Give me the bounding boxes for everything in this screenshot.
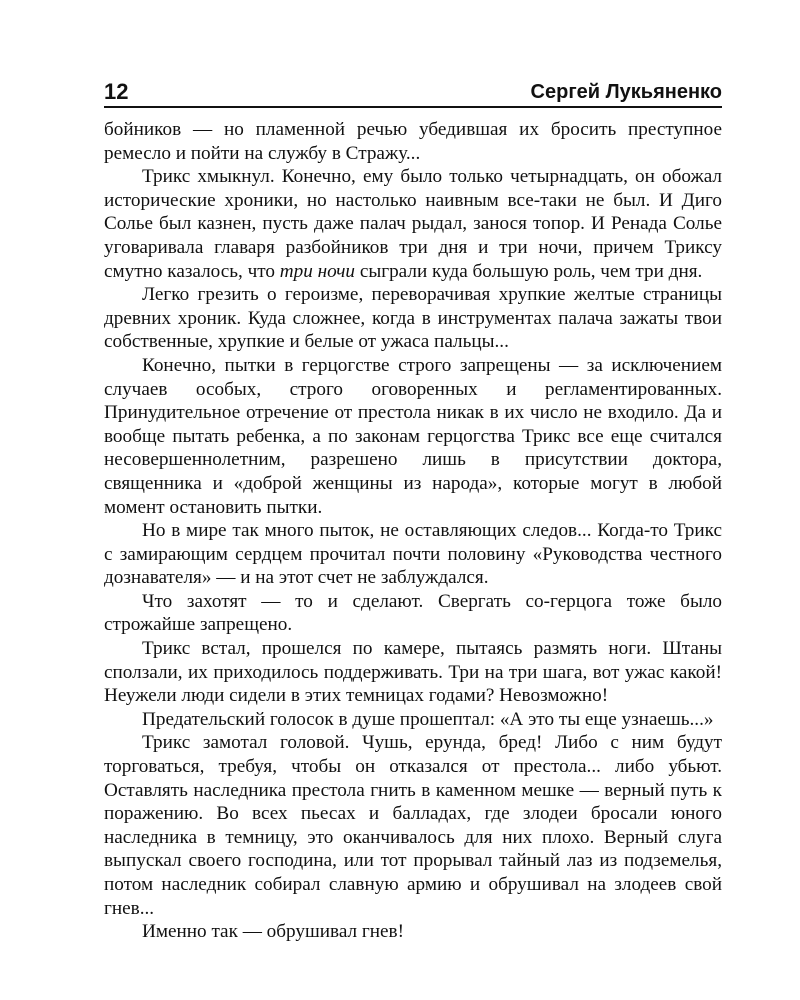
running-title-author: Сергей Лукьяненко	[530, 81, 722, 103]
paragraph-text: Трикс хмыкнул. Конечно, ему было только четырнадцать, он обожал исторические хроники, но настолько наивным все-таки не был. И Диго Солье был казнен, пусть даже палач рыдал, занося топор. И Ренада Солье уговаривала главаря разбойников три дня и три ночи, причем Триксу смутно казалось, что	[104, 166, 722, 282]
emphasized-text: три ночи	[279, 260, 356, 282]
page-header	[104, 78, 722, 108]
paragraph: Именно так — обрушивал гнев!	[142, 921, 404, 943]
paragraph	[104, 165, 722, 283]
paragraph: Конечно, пытки в герцогстве строго запрещены — за исключением случаев особых, строго оговоренных и регламентированных. Принудительное отречение от престола никак в их число не входило. Да и вообще пытать ребенка, а по законам герцогства Трикс все еще считался несовершеннолетним, разрешено лишь в присутствии доктора, священника и «доброй женщины из народа», которые могут в любой момент остановить пытки.	[104, 354, 722, 518]
paragraph: Трикс встал, прошелся по камере, пытаясь размять ноги. Штаны сползали, их приходилось поддерживать. Три на три шага, вот ужас какой! Неужели люди сидели в этих темницах годами? Невозможно!	[104, 638, 722, 707]
body-text	[104, 118, 722, 944]
paragraph-text: сыграли куда большую роль, чем три дня.	[355, 260, 703, 282]
paragraph: Но в мире так много пыток, не оставляющих следов... Когда-то Трикс с замирающим сердцем прочитал почти половину «Руководства честного дознавателя» — и на этот счет не заблуждался.	[104, 520, 722, 589]
paragraph: Легко грезить о героизме, переворачивая хрупкие желтые страницы древних хроник. Куда сложнее, когда в инструментах палача зажаты твои собственные, хрупкие и белые от ужаса пальцы...	[104, 284, 722, 353]
book-page	[104, 78, 722, 944]
paragraph-continuation: бойников — но пламенной речью убедившая их бросить преступное ремесло и пойти на службу в Стражу...	[104, 119, 722, 164]
paragraph: Предательский голосок в душе прошептал: «А это ты еще узнаешь...»	[142, 708, 714, 730]
page-number: 12	[104, 79, 129, 104]
paragraph: Что захотят — то и сделают. Свергать со-герцога тоже было строжайше запрещено.	[104, 590, 722, 636]
paragraph: Трикс замотал головой. Чушь, ерунда, бред! Либо с ним будут торговаться, требуя, чтобы он отказался от престола... либо убьют. Оставлять наследника престола гнить в каменном мешке — верный путь к поражению. Во всех пьесах и балладах, где злодеи бросали юного наследника в темницу, это оканчивалось для них плохо. Верный слуга выпускал своего господина, или тот прорывал тайный лаз из подземелья, потом наследник собирал славную армию и обрушивал на злодеев свой гнев...	[104, 732, 722, 919]
